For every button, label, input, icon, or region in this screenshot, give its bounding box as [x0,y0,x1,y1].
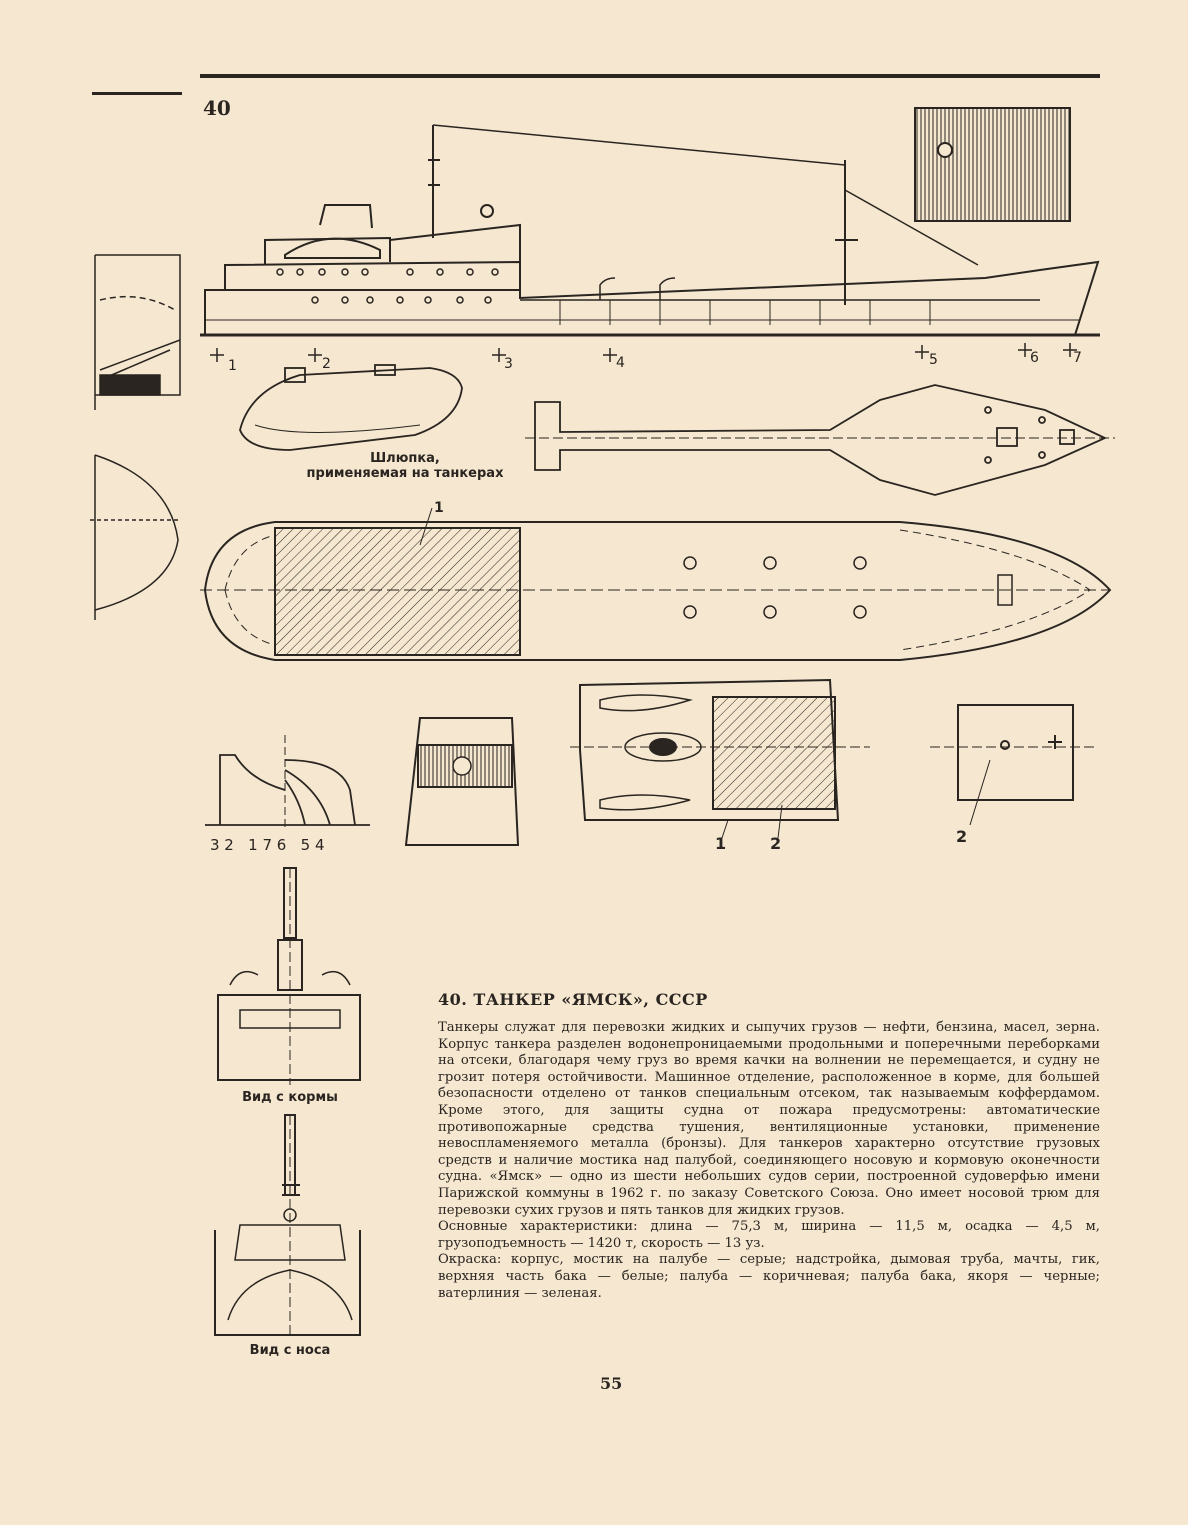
station-mark-2: 2 [322,356,331,372]
article-body [438,1020,1100,1302]
station-mark-5: 5 [929,352,938,368]
flag-drawing [915,108,1070,221]
mast-top-plan [930,705,1095,825]
paragraph-description: Танкеры служат для перевозки жидких и сыпучих грузов — нефти, бензина, масел, зерна. Корпус танкера разделен водонепроницаемыми продольными и поперечными переборками на отсеки, благодаря чему груз во время качки на волнении не перемещается, и судну не грозит потеря остойчивости. Машинное отделение, расположенное в корме, для большей безопасности отделено от танков специальным отсеком, так называемым коффердамом. Кроме этого, для защиты судна от пожара предусмотрены: автоматические противопожарные средства тушения, вентиляционные установки, применение невоспламеняемого металла (бронзы). Для танкеров характерно отсутствие грузовых средств и наличие мостика над палубой, соединяющего носовую и кормовую оконечности судна. «Ямск» — одно из шести небольших судов серии, построенной судоверфью имени Парижской коммуны в 1962 г. по заказу Советского Союза. Оно имеет носовой трюм для перевозки сухих грузов и пять танков для жидких грузов. [438,1020,1100,1218]
stern-view-caption: Вид с кормы [242,1090,338,1105]
bow-view-caption: Вид с носа [249,1343,331,1358]
station-mark-1: 1 [228,358,237,374]
station-crosses [210,343,1077,362]
funnel-drawing [406,718,518,845]
funnel-top-plan [570,680,870,838]
stern-view-drawing [218,868,360,1085]
plate-number: 40 [203,96,231,120]
callout-2-mast: 2 [956,827,968,846]
station-mark-4: 4 [616,355,625,371]
station-mark-7: 7 [1073,350,1082,366]
bridge-deck-plan [525,385,1115,495]
station-mark-6: 6 [1030,350,1039,366]
bow-view-drawing [215,1115,360,1335]
body-plan [205,735,370,830]
page-number: 55 [600,1374,623,1393]
article-title: 40. ТАНКЕР «ЯМСК», СССР [438,990,708,1009]
lifeboat-caption-line1: Шлюпка, [370,451,440,466]
lifeboat-caption-line2: применяемая на танкерах [306,466,504,481]
station-mark-3: 3 [504,356,513,372]
main-deck-plan [200,508,1110,660]
paragraph-specifications: Основные характеристики: длина — 75,3 м, ширина — 11,5 м, осадка — 4,5 м, грузоподъемность — 1420 т, скорость — 13 уз. [438,1219,1100,1251]
left-partial-drawings [90,255,180,620]
callout-1-deck: 1 [434,500,444,516]
paragraph-colors: Окраска: корпус, мостик на палубе — серые; надстройка, дымовая труба, мачты, гик, верхняя часть бака — белые; палуба — коричневая; палуба бака, якоря — черные; ватерлиния — зеленая. [438,1252,1100,1301]
lifeboat-caption [300,451,510,481]
callout-1-funnel: 1 [715,834,727,853]
body-plan-labels: 3 2 1 7 6 5 4 [210,836,325,854]
lifeboat-drawing [240,365,462,450]
callout-2-funnel: 2 [770,834,782,853]
